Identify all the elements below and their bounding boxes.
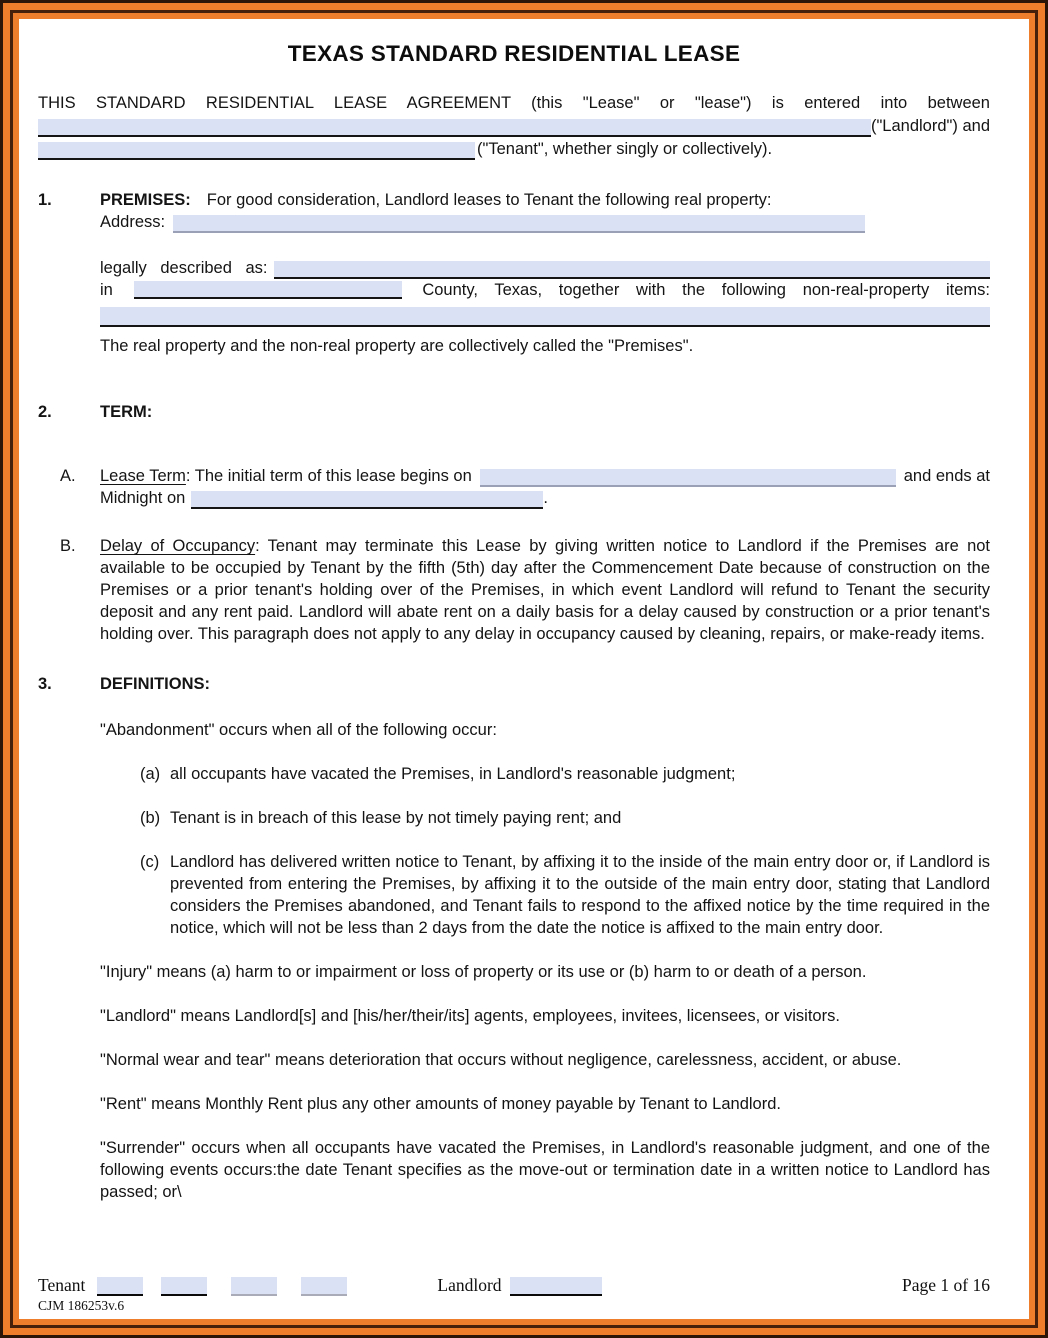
county-line-text: County, Texas, together with the following non-real-property items:	[422, 281, 990, 299]
premises-note: The real property and the non-real property are collectively called the "Premises".	[100, 337, 694, 355]
definition-normal-wear: "Normal wear and tear" means deterioration that occurs without negligence, carelessness, accident, or abuse.	[100, 1051, 902, 1069]
address-field[interactable]	[173, 215, 865, 233]
item-b-text: Tenant is in breach of this lease by not timely paying rent; and	[170, 809, 622, 827]
lease-term-paragraph	[60, 465, 990, 509]
intro-line1: THIS STANDARD RESIDENTIAL LEASE AGREEMENT (this "Lease" or "lease") is entered into between	[38, 94, 990, 112]
non-real-property-items-field[interactable]	[100, 307, 990, 327]
midnight-on-label: Midnight on	[100, 489, 186, 507]
page-number: Page 1 of 16	[902, 1275, 990, 1295]
county-field[interactable]	[134, 281, 402, 299]
address-label: Address:	[100, 213, 166, 231]
lease-term-text1: : The initial term of this lease begins on	[185, 467, 472, 485]
legally-described-label: legally described as:	[100, 259, 268, 277]
document-id: CJM 186253v.6	[38, 1298, 125, 1313]
intro-paragraph	[38, 92, 990, 160]
footer-landlord-label: Landlord	[437, 1275, 502, 1295]
definition-injury: "Injury" means (a) harm to or impairment or loss of property or its use or (b) harm to or death of a person.	[100, 963, 867, 981]
delay-of-occupancy-paragraph	[60, 535, 990, 645]
item-b-marker: (b)	[140, 809, 161, 827]
section-definitions	[38, 673, 990, 1203]
item-c-marker: (c)	[140, 853, 160, 871]
tenant-name-field[interactable]	[38, 142, 475, 160]
page-footer	[38, 1275, 990, 1314]
page-title: TEXAS STANDARD RESIDENTIAL LEASE	[287, 41, 741, 66]
lease-term-label: Lease Term	[100, 467, 186, 485]
definitions-heading: DEFINITIONS:	[100, 675, 210, 693]
definition-landlord: "Landlord" means Landlord[s] and [his/her/their/its] agents, employees, invitees, licensees, or visitors.	[100, 1007, 840, 1025]
item-a-text: all occupants have vacated the Premises, in Landlord's reasonable judgment;	[170, 765, 736, 783]
intro-tenant-suffix: ("Tenant", whether singly or collectively).	[477, 140, 773, 158]
delay-label: Delay of Occupancy	[100, 537, 256, 555]
section-3-number: 3.	[38, 675, 52, 693]
tenant-initials-field-2[interactable]	[161, 1277, 207, 1296]
section-1-number: 1.	[38, 191, 52, 209]
lease-term-text2: and ends at	[903, 467, 990, 485]
tenant-initials-field-1[interactable]	[97, 1277, 143, 1296]
item-c-text: Landlord has delivered written notice to Tenant, by affixing it to the inside of the main entry door or, if Landlord is prevented from entering the Premises, by affixing it to the outside of the main entry door, stating that Landlord considers the Premises abandoned, and Tenant fails to respond to the affixed notice by the time required in the notice, which will not be less than 2 days from the date the notice is affixed to the main entry door.	[170, 853, 990, 937]
abandonment-item-a	[140, 763, 990, 785]
landlord-name-field[interactable]	[38, 119, 871, 137]
premises-heading: PREMISES:	[100, 191, 191, 209]
tenant-initials-field-4[interactable]	[301, 1277, 347, 1296]
abandonment-lead: "Abandonment" occurs when all of the following occur:	[100, 721, 497, 739]
intro-landlord-suffix: ("Landlord") and	[870, 117, 990, 135]
document-content	[19, 19, 1029, 1319]
county-line	[100, 279, 990, 301]
tenant-initials-field-3[interactable]	[231, 1277, 277, 1296]
lease-term-letter: A.	[60, 467, 76, 485]
premises-lead-line	[100, 189, 990, 211]
lease-end-date-field[interactable]	[191, 491, 543, 509]
legal-description-field[interactable]	[274, 261, 991, 279]
landlord-initials-field[interactable]	[510, 1277, 602, 1296]
footer-tenant-label: Tenant	[38, 1275, 86, 1295]
in-label: in	[100, 281, 113, 299]
legal-description-line	[100, 257, 990, 279]
term-heading: TERM:	[100, 403, 153, 421]
section-premises	[38, 189, 990, 357]
section-term	[38, 401, 990, 645]
lease-term-period: .	[543, 489, 548, 507]
section-2-number: 2.	[38, 403, 52, 421]
premises-lead-text: For good consideration, Landlord leases to Tenant the following real property:	[206, 191, 772, 209]
definition-rent: "Rent" means Monthly Rent plus any other amounts of money payable by Tenant to Landlord.	[100, 1095, 781, 1113]
definition-surrender: "Surrender" occurs when all occupants have vacated the Premises, in Landlord's reasonable judgment, and one of the following events occurs:the date Tenant specifies as the move-out or termination date in a written notice to Landlord has passed; or\	[100, 1139, 990, 1201]
delay-text: : Tenant may terminate this Lease by giving written notice to Landlord if the Premises are not available to be occupied by Tenant by the fifth (5th) day after the Commencement Date because of construction on the Premises or a prior tenant's holding over of the Premises, in which event Landlord will refund to Tenant the security deposit and any rent paid. Landlord will abate rent on a daily basis for a delay caused by construction or a prior tenant's holding over. This paragraph does not apply to any delay in occupancy caused by cleaning, repairs, or make-ready items.	[100, 537, 991, 643]
item-a-marker: (a)	[140, 765, 161, 783]
address-line	[100, 211, 990, 233]
abandonment-item-c	[140, 851, 990, 939]
abandonment-item-b	[140, 807, 990, 829]
delay-letter: B.	[60, 537, 76, 555]
lease-begin-date-field[interactable]	[480, 469, 896, 487]
